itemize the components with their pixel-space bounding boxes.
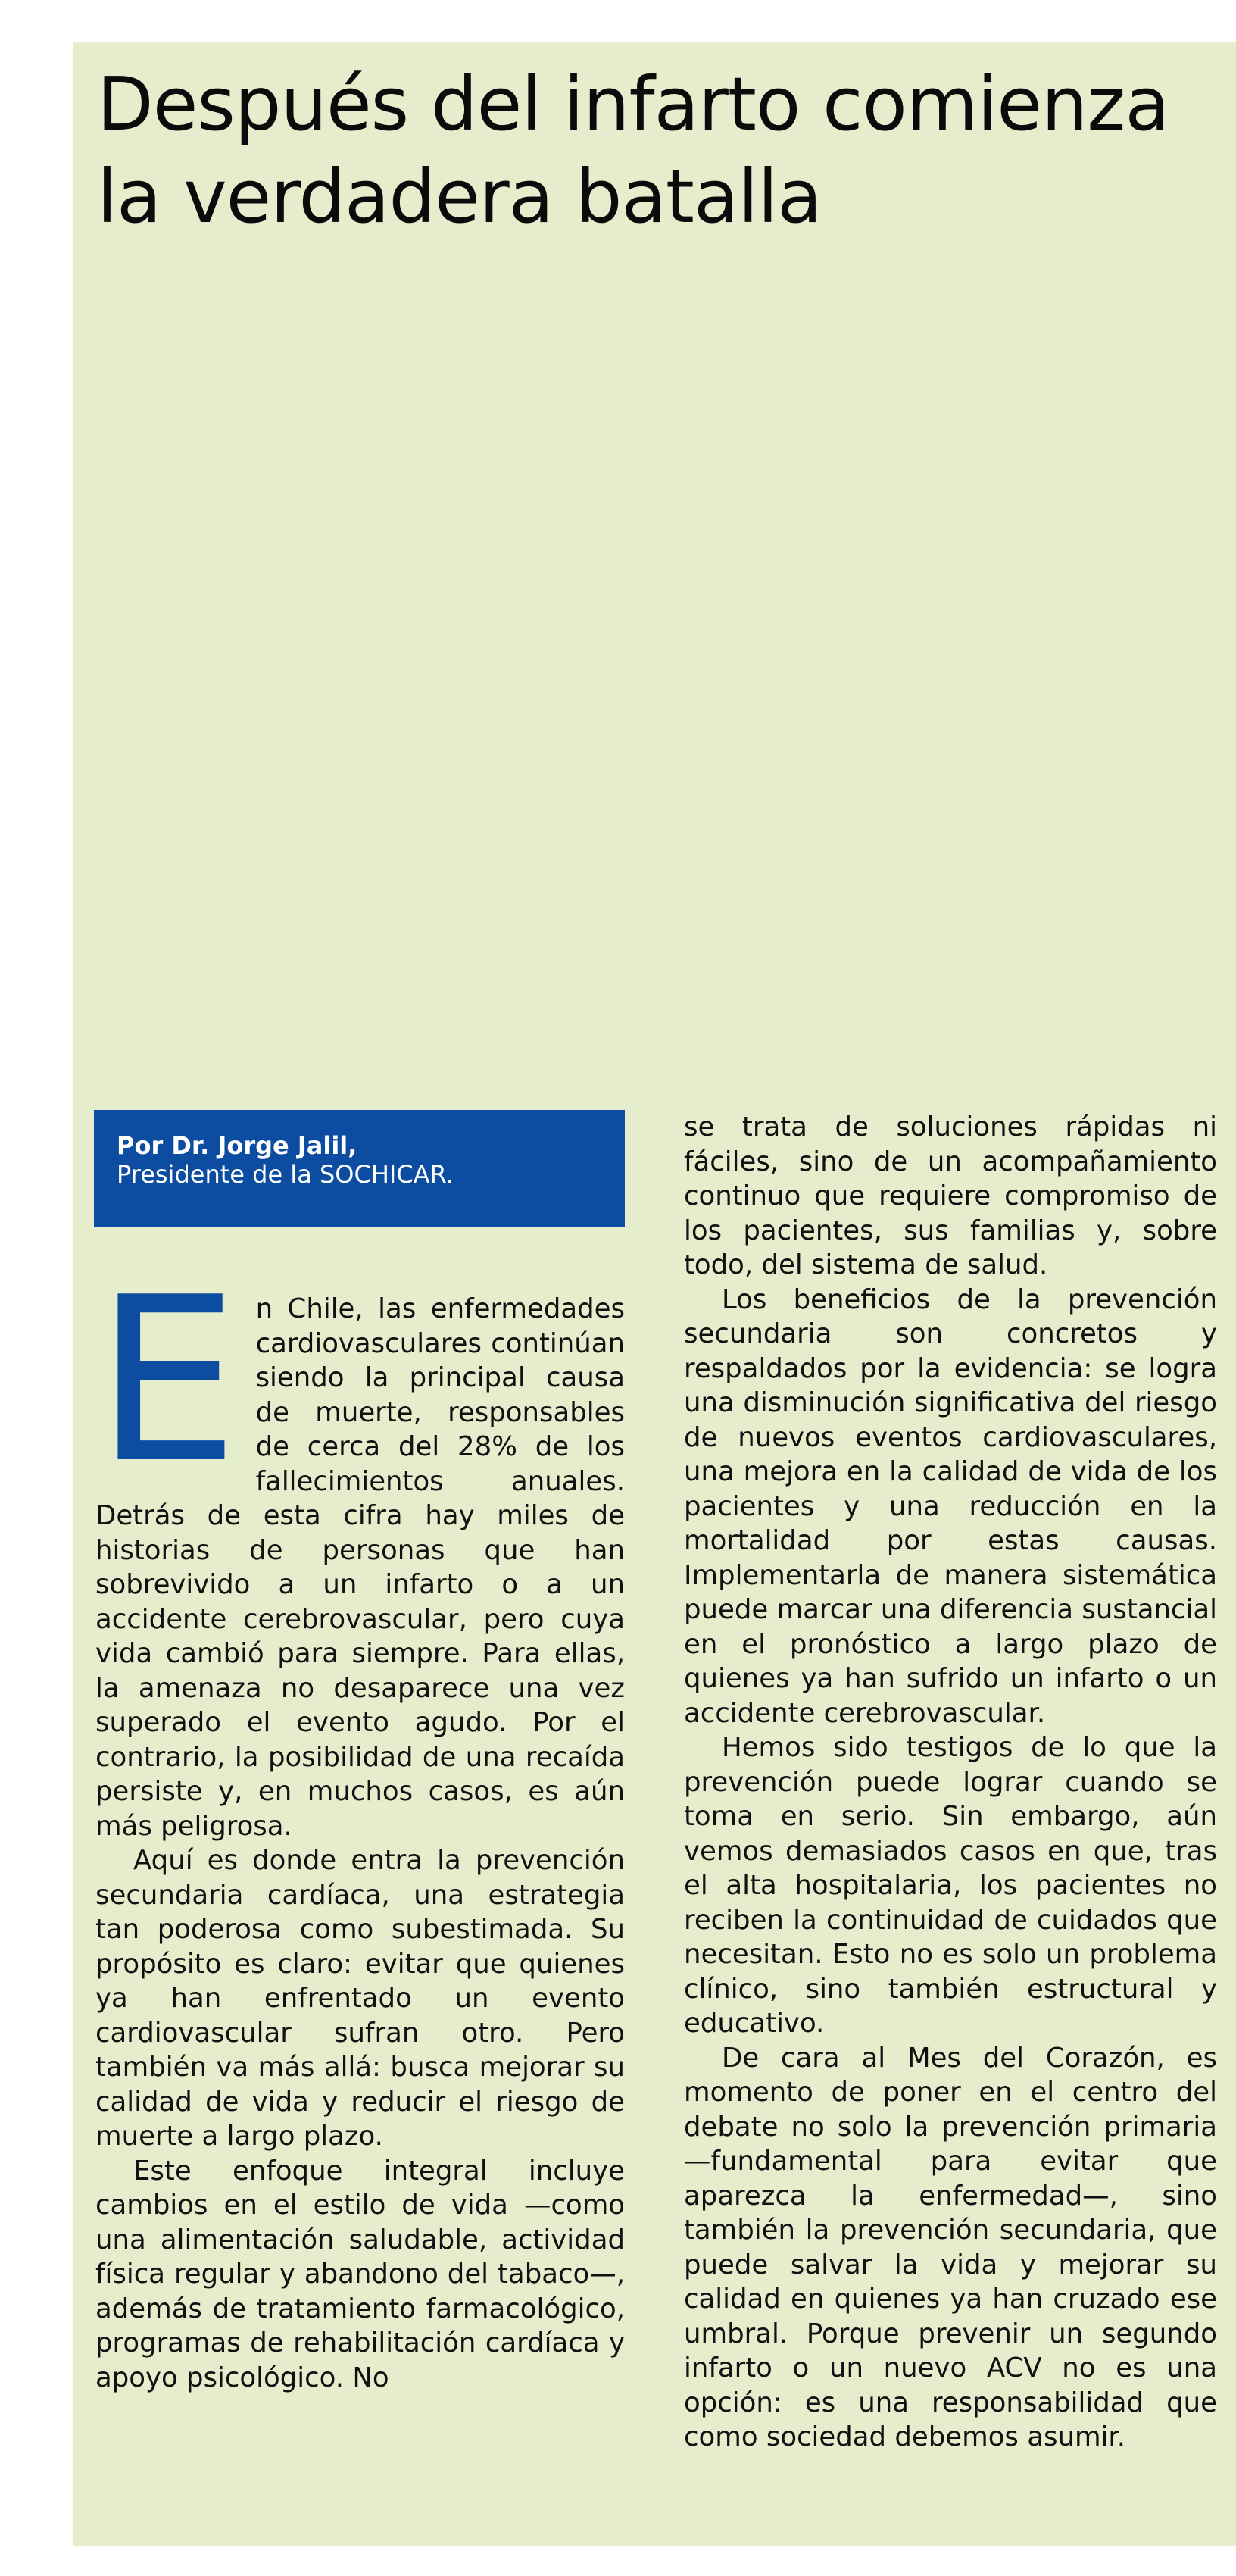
article-column-right	[684, 1110, 1217, 2455]
paragraph-text: n Chile, las enfermedades cardiovasculares continúan siendo la principal causa de muerte, responsables de cerca del 28% de los fallecimientos anuales. Detrás de esta cifra hay miles de historias de personas que han sobrevivido a un infarto o a un accidente cerebrovascular, pero cuya vida cambió para siempre. Para ellas, la amenaza no desaparece una vez superado el evento agudo. Por el contrario, la posibilidad de una recaída persiste y, en muchos casos, es aún más peligrosa.	[95, 1293, 625, 1842]
byline-box	[94, 1110, 625, 1227]
article-paragraph: Aquí es donde entra la prevención secundaria cardíaca, una estrategia tan poderosa como subestimada. Su propósito es claro: evitar que quienes ya han enfrentado un evento cardiovascular sufran otro. Pero también va más allá: busca mejorar su calidad de vida y reducir el riesgo de muerte a largo plazo.	[95, 1845, 625, 2152]
drop-cap: E	[95, 1249, 239, 1513]
article-paragraph	[95, 1249, 625, 1843]
article-column-left	[95, 1249, 625, 2395]
article-paragraph: Los beneficios de la prevención secundaria son concretos y respaldados por la evidencia: se logra una disminución significativa del riesgo de nuevos eventos cardiovasculares, una mejora en la calidad de vida de los pacientes y una reducción en la mortalidad por estas causas. Implementarla de manera sistemática puede marcar una diferencia sustancial en el pronóstico a largo plazo de quienes ya han sufrido un infarto o un accidente cerebrovascular.	[684, 1283, 1217, 1729]
article-page	[73, 42, 1236, 2546]
byline-role: Presidente de la SOCHICAR.	[117, 1160, 454, 1189]
article-paragraph: Hemos sido testigos de lo que la prevención puede lograr cuando se toma en serio. Sin embargo, aún vemos demasiados casos en que, tras el alta hospitalaria, los pacientes no reciben la continuidad de cuidados que necesitan. Esto no es solo un problema clínico, sino también estructural y educativo.	[684, 1732, 1217, 2039]
article-paragraph: De cara al Mes del Corazón, es momento de poner en el centro del debate no solo la prevención primaria —fundamental para evitar que aparezca la enfermedad—, sino también la prevención secundaria, que puede salvar la vida y mejorar su calidad en quienes ya han cruzado ese umbral. Porque prevenir un segundo infarto o un nuevo ACV no es una opción: es una responsabilidad que como sociedad debemos asumir.	[684, 2042, 1217, 2453]
article-paragraph: Este enfoque integral incluye cambios en el estilo de vida —como una alimentación saludable, actividad física regular y abandono del tabaco—, además de tratamiento farmacológico, programas de rehabilitación cardíaca y apoyo psicológico. No	[95, 2155, 625, 2393]
article-paragraph: se trata de soluciones rápidas ni fáciles, sino de un acompañamiento continuo que requiere compromiso de los pacientes, sus familias y, sobre todo, del sistema de salud.	[684, 1111, 1217, 1280]
byline-author: Por Dr. Jorge Jalil,	[117, 1131, 357, 1160]
article-title: Después del infarto comienza la verdadera batalla	[97, 61, 1169, 239]
